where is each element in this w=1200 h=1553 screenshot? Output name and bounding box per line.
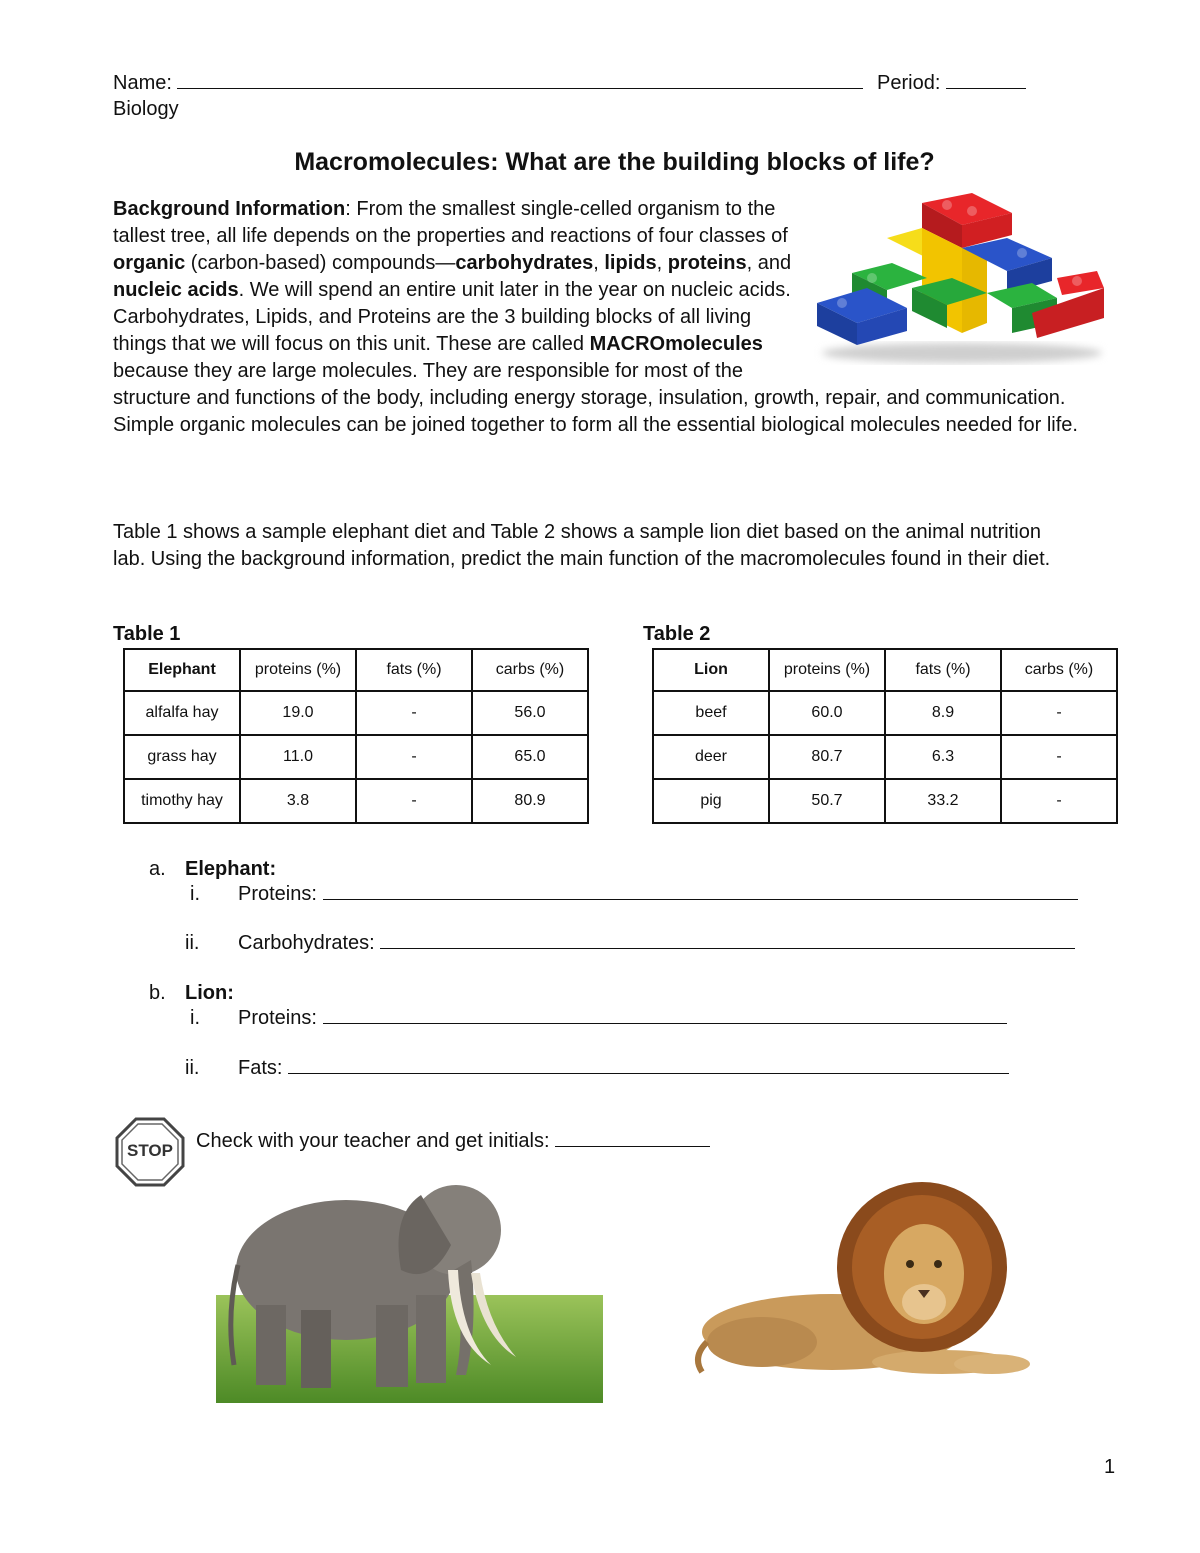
table-cell: 6.3 [885, 735, 1001, 779]
intro-paragraph: Table 1 shows a sample elephant diet and Table 2 shows a sample lion diet based on the animal nutrition lab. Using the background information, predict the main function of the macromolecules found in their diet. [113, 521, 1051, 570]
background-lead: Background Information [113, 198, 346, 220]
column-header: carbs (%) [1001, 649, 1117, 691]
table-cell: 65.0 [472, 735, 588, 779]
table-cell: alfalfa hay [124, 691, 240, 735]
table-row [124, 691, 588, 735]
question-a-marker: a. [149, 858, 166, 880]
table-cell: - [1001, 779, 1117, 823]
bg-term-nucleic-acids: nucleic acids [113, 279, 239, 301]
elephant-diet-table [123, 648, 589, 824]
table-cell: timothy hay [124, 779, 240, 823]
question-b-marker: b. [149, 982, 166, 1004]
column-header: proteins (%) [240, 649, 356, 691]
lion-proteins-answer[interactable] [323, 1005, 1007, 1024]
question-b-i-label: Proteins: [238, 1007, 317, 1029]
table-cell: 56.0 [472, 691, 588, 735]
lion-diet-table [652, 648, 1118, 824]
column-header: fats (%) [356, 649, 472, 691]
table-row [653, 735, 1117, 779]
lego-float-spacer [803, 196, 1103, 371]
question-b-ii [238, 1055, 1009, 1082]
column-header: Lion [653, 649, 769, 691]
bg-term-carbohydrates: carbohydrates [455, 252, 594, 274]
table-cell: - [356, 779, 472, 823]
column-header: proteins (%) [769, 649, 885, 691]
question-a-i-marker: i. [190, 883, 200, 905]
table-row [653, 691, 1117, 735]
page-number: 1 [1104, 1456, 1116, 1478]
background-paragraph [113, 196, 1103, 439]
column-header: Elephant [124, 649, 240, 691]
question-a-i-label: Proteins: [238, 883, 317, 905]
table-cell: 50.7 [769, 779, 885, 823]
question-b-i-marker: i. [190, 1007, 200, 1029]
table-cell: 8.9 [885, 691, 1001, 735]
bg-text-3: , and [746, 252, 792, 274]
period-field[interactable] [946, 70, 1026, 89]
column-header: carbs (%) [472, 649, 588, 691]
question-a-i [238, 881, 1078, 908]
table-cell: - [356, 691, 472, 735]
name-label: Name: [113, 72, 172, 94]
table-header-row [653, 649, 1117, 691]
question-b-label: Lion: [185, 982, 234, 1004]
question-a-ii-marker: ii. [185, 932, 200, 954]
teacher-check [196, 1128, 710, 1155]
table-cell: - [1001, 691, 1117, 735]
table1-caption: Table 1 [113, 623, 181, 645]
lion-fats-answer[interactable] [288, 1055, 1009, 1074]
page-title: Macromolecules: What are the building blocks of life? [294, 148, 935, 176]
lion-image [692, 1182, 1034, 1382]
name-field[interactable] [177, 70, 863, 89]
elephant-proteins-answer[interactable] [323, 881, 1078, 900]
question-b-ii-marker: ii. [185, 1057, 200, 1079]
table-cell: - [1001, 735, 1117, 779]
table-cell: 80.7 [769, 735, 885, 779]
bg-comma-1: , [593, 252, 605, 274]
name-line [113, 70, 1026, 97]
question-a-ii [238, 930, 1075, 957]
teacher-initials-field[interactable] [555, 1128, 710, 1147]
period-label: Period: [877, 72, 941, 94]
table-row [124, 779, 588, 823]
bg-term-proteins: proteins [667, 252, 747, 274]
elephant-image [216, 1175, 603, 1403]
table-cell: 60.0 [769, 691, 885, 735]
course-label: Biology [113, 98, 179, 120]
table-cell: deer [653, 735, 769, 779]
question-b-ii-label: Fats: [238, 1057, 283, 1079]
table-cell: 3.8 [240, 779, 356, 823]
bg-term-organic: organic [113, 252, 186, 274]
bg-term-lipids: lipids [604, 252, 657, 274]
teacher-check-text: Check with your teacher and get initials: [196, 1130, 550, 1152]
question-a-ii-label: Carbohydrates: [238, 932, 375, 954]
table-cell: pig [653, 779, 769, 823]
table-cell: 11.0 [240, 735, 356, 779]
table-row [653, 779, 1117, 823]
table-cell: 80.9 [472, 779, 588, 823]
table-cell: beef [653, 691, 769, 735]
table-cell: grass hay [124, 735, 240, 779]
table-header-row [124, 649, 588, 691]
stop-sign-icon [115, 1117, 185, 1187]
bg-comma-2: , [656, 252, 668, 274]
bg-term-macromolecules: MACROmolecules [589, 333, 763, 355]
table-row [124, 735, 588, 779]
elephant-carbohydrates-answer[interactable] [380, 930, 1075, 949]
table2-caption: Table 2 [643, 623, 711, 645]
stop-sign-text: STOP [127, 1141, 173, 1160]
table-cell: 33.2 [885, 779, 1001, 823]
bg-text-4: . We will spend an entire unit later in the year on nucleic acids. Carbohydrates, Lipids, and Proteins are the 3 building blocks of all living things that we will focus on this unit. These are called [113, 279, 791, 355]
bg-text-5: because they are large molecules. They are responsible for most of the structure and functions of the body, including energy storage, insulation, growth, repair, and communication. Simple organic molecules can be joined together to form all the essential biological molecules needed for life. [113, 360, 1078, 436]
column-header: fats (%) [885, 649, 1001, 691]
question-a-label: Elephant: [185, 858, 277, 880]
table-cell: - [356, 735, 472, 779]
bg-text-2: (carbon-based) compounds— [185, 252, 456, 274]
table-cell: 19.0 [240, 691, 356, 735]
question-b-i [238, 1005, 1007, 1032]
bg-text-1: : From the smallest single-celled organism to the tallest tree, all life depends on the properties and reactions of four classes of [113, 198, 788, 247]
